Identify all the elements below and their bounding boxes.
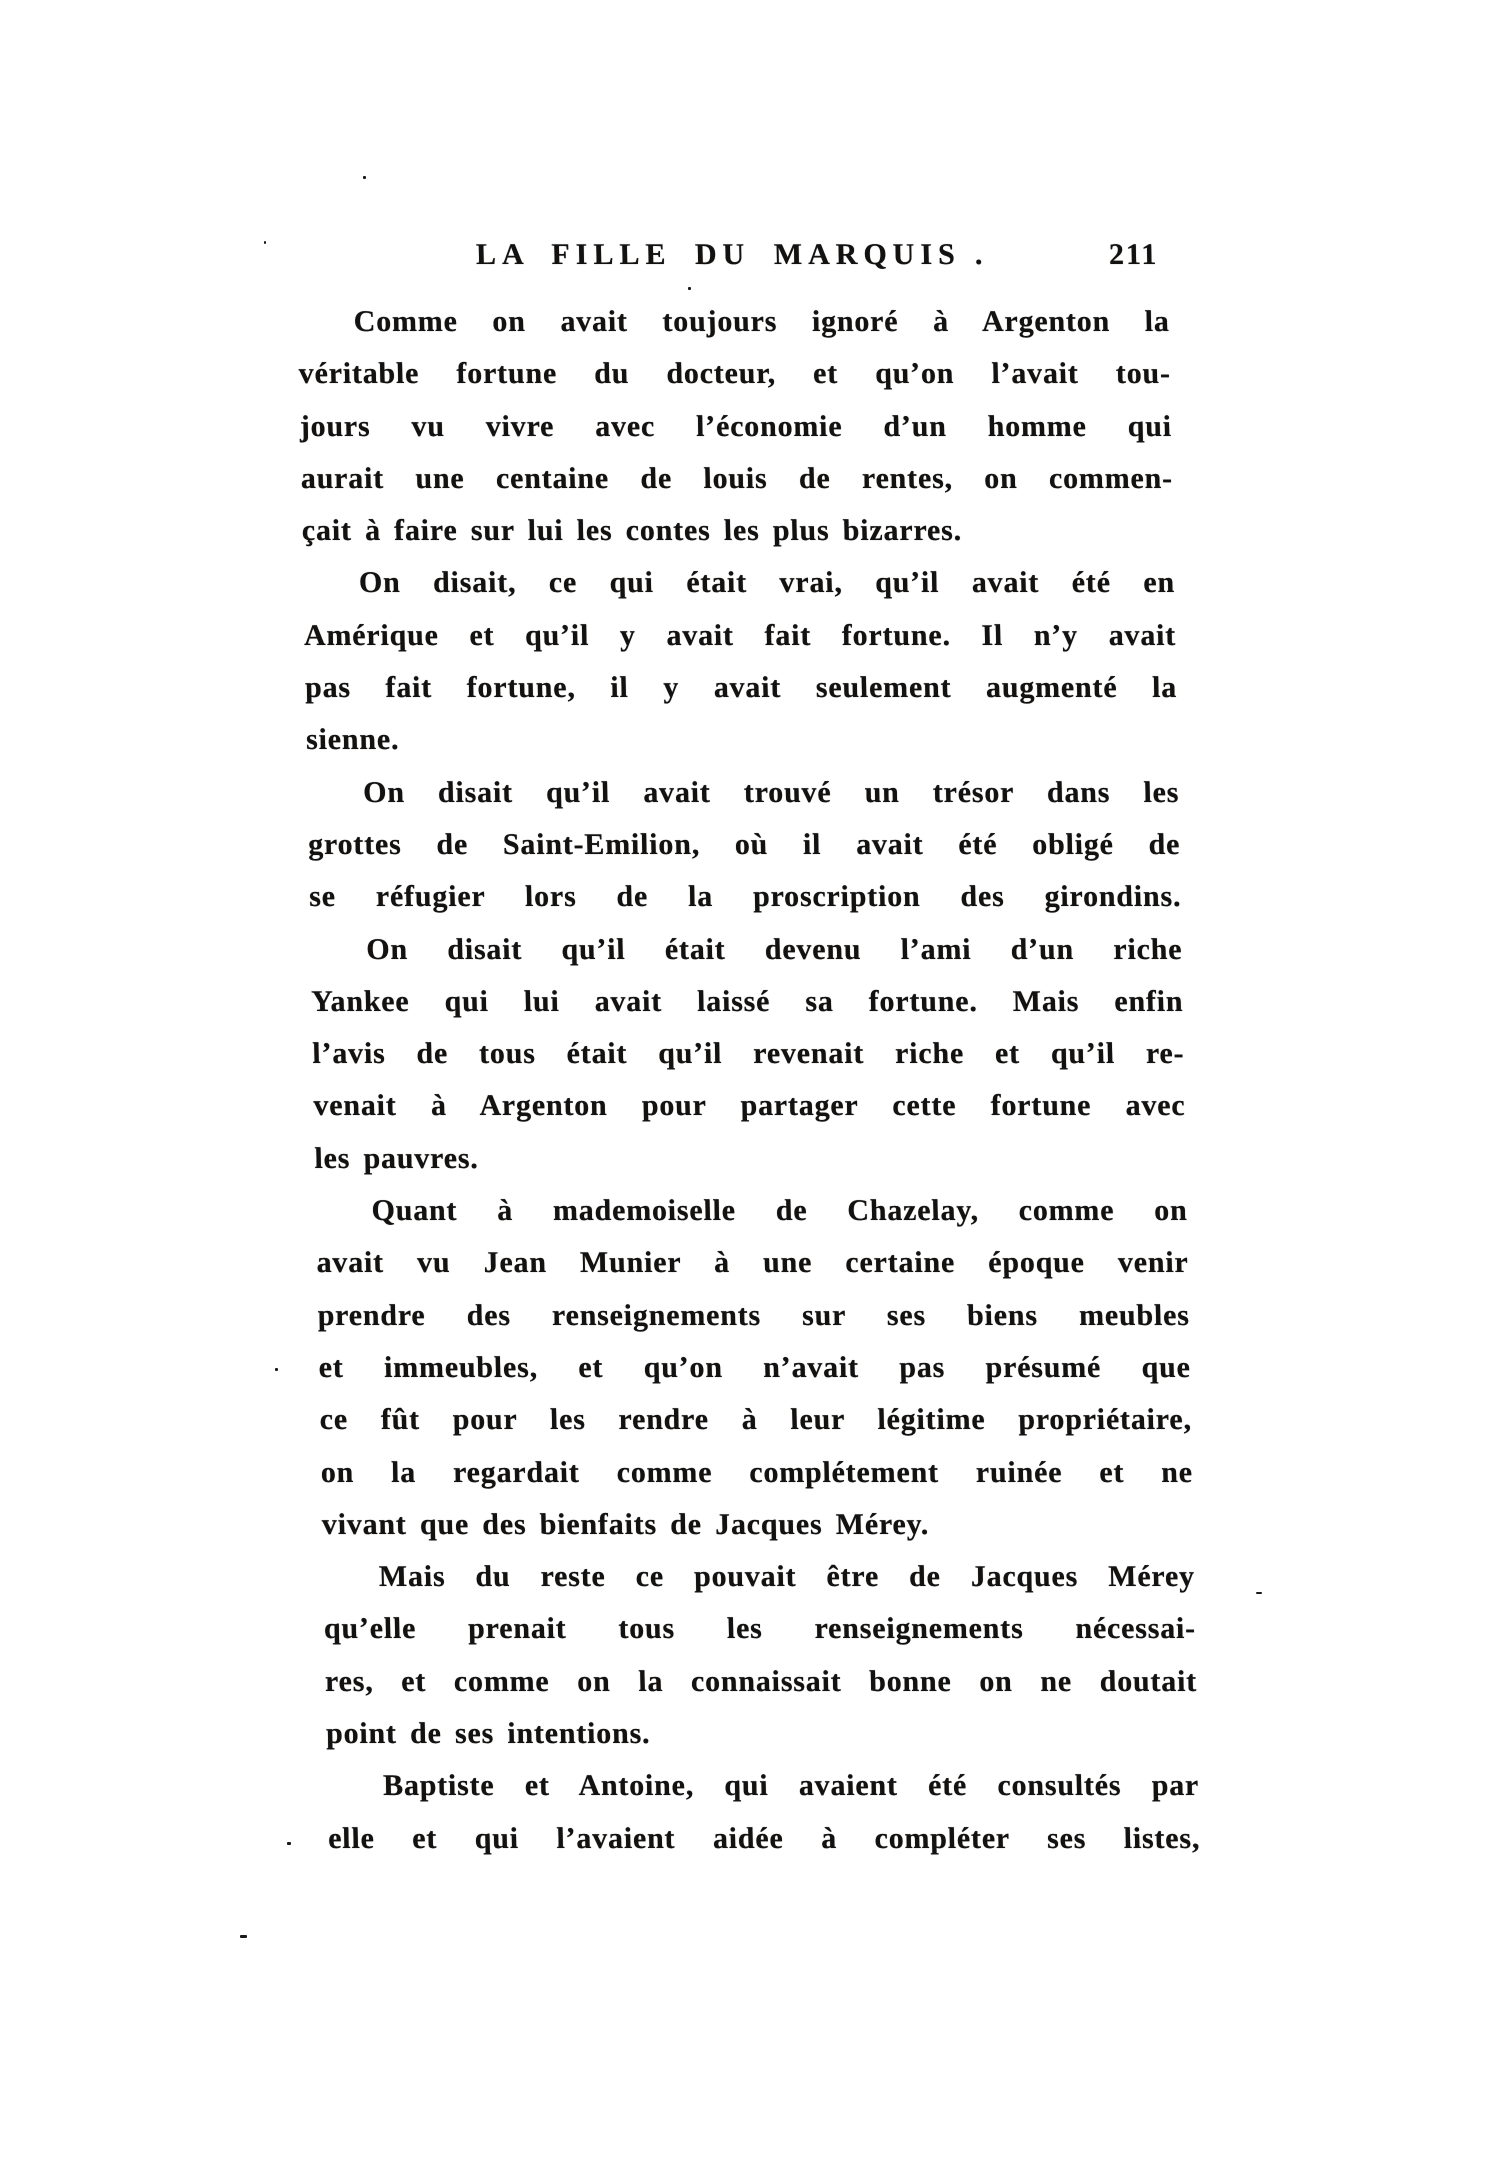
text-line: venait à Argenton pour partager cette fortune avec — [313, 1089, 1186, 1123]
page-number: 211 — [1108, 238, 1159, 271]
text-line: grottes de Saint-Emilion, où il avait été obligé de — [307, 827, 1181, 861]
text-line: Baptiste et Antoine, qui avaient été consultés par — [382, 1769, 1200, 1803]
scan-speck — [688, 287, 691, 290]
text-line: aurait une centaine de louis de rentes, on commen- — [300, 461, 1174, 495]
scan-speck — [1256, 1592, 1262, 1594]
scan-speck — [240, 1935, 247, 1938]
text-line: res, et comme on la connaissait bonne on ne doutait — [324, 1664, 1198, 1698]
text-line: Comme on avait toujours ignoré à Argenton la — [353, 305, 1171, 338]
text-line: les pauvres. — [314, 1141, 479, 1175]
body-text — [297, 296, 1200, 1865]
text-line: avait vu Jean Munier à une certaine époque venir — [316, 1246, 1189, 1280]
scan-speck — [287, 1842, 291, 1845]
text-line: l’avis de tous était qu’il revenait riche et qu’il re- — [312, 1037, 1185, 1071]
page-title: LA FILLE DU MARQUIS — [475, 238, 962, 271]
text-line: pas fait fortune, il y avait seulement augmenté la — [304, 671, 1178, 705]
header-separator-dot: . — [974, 238, 983, 271]
running-head — [296, 238, 1169, 280]
text-line: jours vu vivre avec l’économie d’un homme qui — [299, 409, 1173, 443]
text-line: On disait qu’il était devenu l’ami d’un riche — [365, 932, 1183, 966]
text-line: ce fût pour les rendre à leur légitime propriétaire, — [319, 1403, 1193, 1437]
text-line: se réfugier lors de la proscription des girondins. — [308, 880, 1182, 914]
scanned-text-area — [296, 238, 1201, 1855]
text-line: véritable fortune du docteur, et qu’on l’avait tou- — [298, 357, 1172, 391]
text-line: Amérique et qu’il y avait fait fortune. Il n’y avait — [303, 618, 1177, 652]
text-line: Yankee qui lui avait laissé sa fortune. Mais enfin — [310, 984, 1184, 1018]
text-line: elle et qui l’avaient aidée à compléter ses listes, — [327, 1821, 1201, 1855]
text-line: qu’elle prenait tous les renseignements nécessai- — [323, 1612, 1197, 1646]
text-line: vivant que des bienfaits de Jacques Mérey. — [321, 1507, 930, 1541]
text-line: Quant à mademoiselle de Chazelay, comme on — [371, 1194, 1188, 1228]
text-line: sienne. — [305, 723, 400, 757]
text-line: Mais du reste ce pouvait être de Jacques Mérey — [378, 1560, 1196, 1594]
text-line: prendre des renseignements sur ses biens meubles — [317, 1298, 1190, 1332]
scan-speck — [264, 241, 266, 244]
text-line: On disait qu’il avait trouvé un trésor dans les — [362, 775, 1180, 809]
text-line: çait à faire sur lui les contes les plus bizarres. — [301, 514, 963, 548]
text-line: point de ses intentions. — [325, 1717, 651, 1751]
text-line: et immeubles, et qu’on n’avait pas présumé que — [318, 1350, 1192, 1384]
scan-speck — [363, 176, 366, 179]
text-line: on la regardait comme complétement ruinée et ne — [320, 1455, 1194, 1489]
scan-speck — [275, 1368, 278, 1371]
text-line: On disait, ce qui était vrai, qu’il avait été en — [358, 566, 1176, 600]
